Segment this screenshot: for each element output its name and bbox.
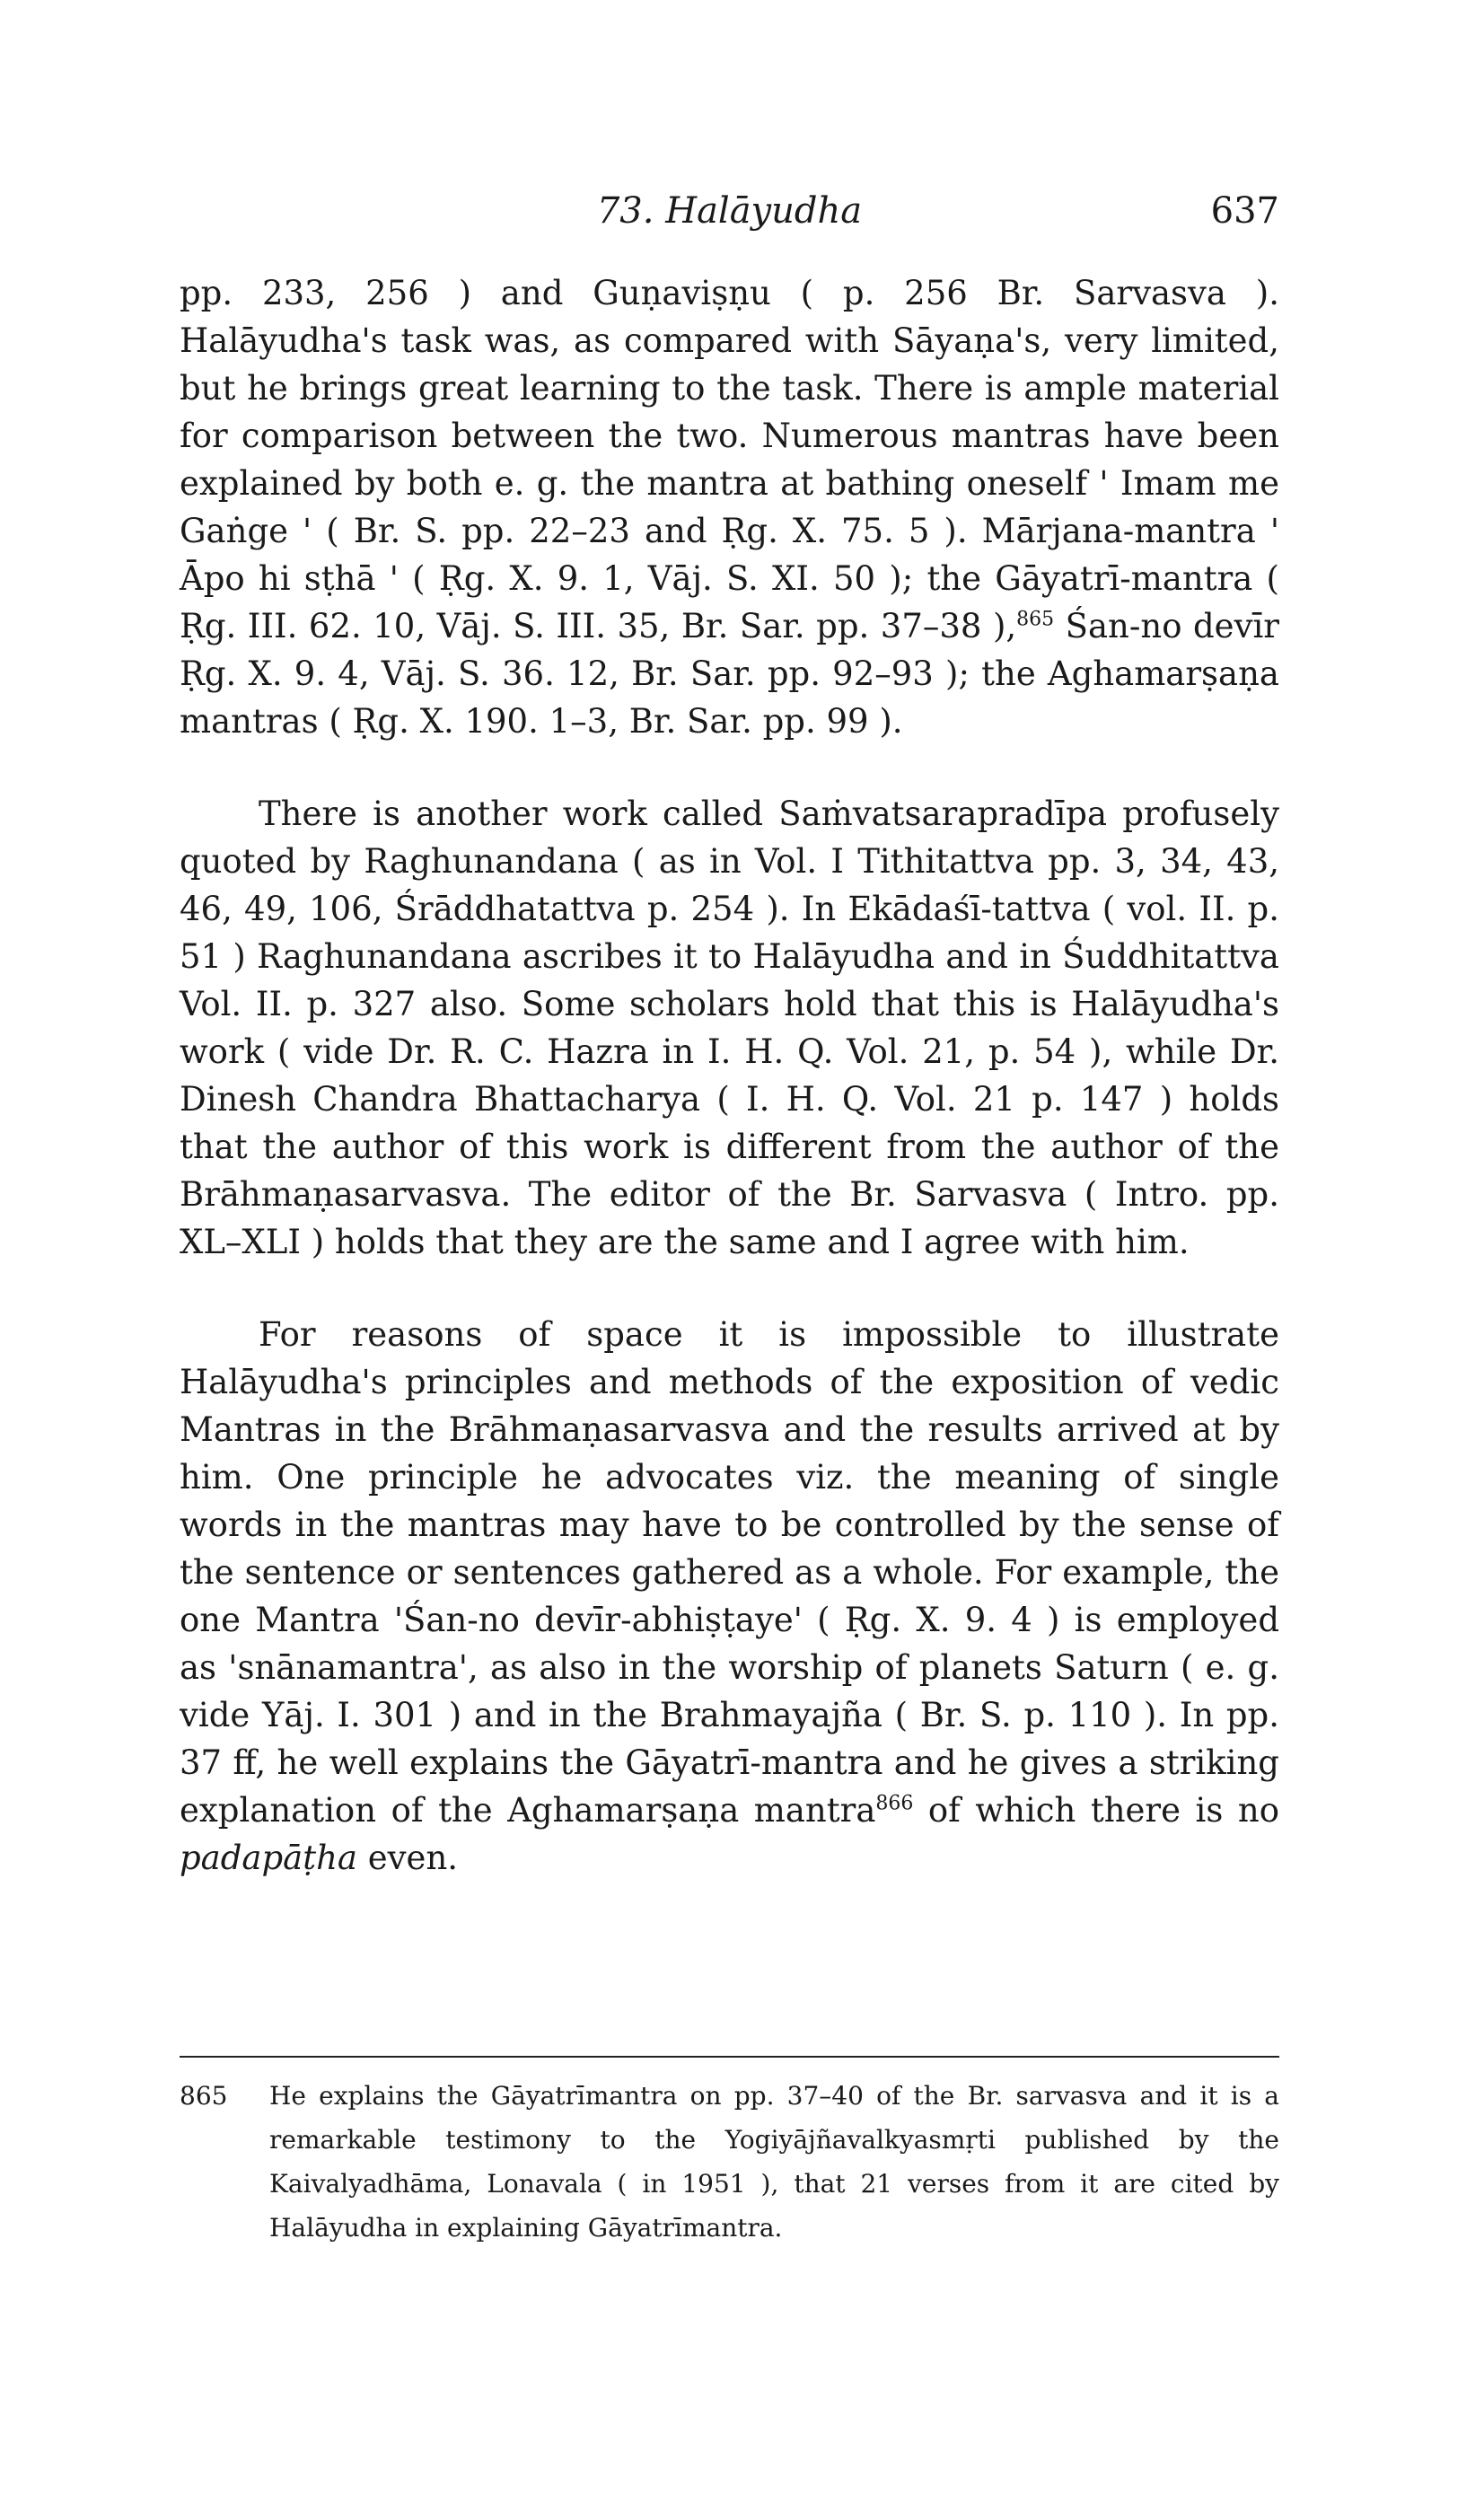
- footnote-ref: 865: [1016, 608, 1055, 631]
- footnote-text: He explains the Gāyatrīmantra on pp. 37–40 of the Br. sarvasva and it is a remarkable testimony to the Yogiyājñavalkyasmṛti published by the Kaivalyadhāma, Lonavala ( in 1951 ), that 21 verses from it are cited by Halāyudha in explaining Gāyatrīmantra.: [269, 2081, 1279, 2243]
- text-run: For reasons of space it is impossible to illustrate Halāyudha's principles and methods of the exposition of vedic Mantras in the Brāhmaṇasarvasva and the results arrived at by him. One principle he advocates viz. the meaning of single words in the mantras may have to be controlled by the sense of the sentence or sentences gathered as a whole. For example, the one Mantra 'Śan-no devīr-abhiṣṭaye' ( Ṛg. X. 9. 4 ) is employed as 'snānamantra', as also in the worship of planets Saturn ( e. g. vide Yāj. I. 301 ) and in the Brahmayajña ( Br. S. p. 110 ). In pp. 37 ff, he well explains the Gāyatrī-mantra and he gives a striking explanation of the Aghamarṣaṇa mantra: [180, 1315, 1279, 1830]
- paragraph: [180, 1311, 1279, 1882]
- paragraph: [180, 269, 1279, 745]
- page-header: [180, 184, 1279, 238]
- paragraph: [180, 790, 1279, 1266]
- footnote-number: 865: [180, 2081, 228, 2111]
- italic-term: padapāṭha: [180, 1839, 357, 1877]
- running-title: 73. Halāyudha: [596, 190, 863, 232]
- text-run: even.: [357, 1839, 459, 1877]
- footnote: [180, 2074, 1279, 2250]
- body-text: [180, 269, 1279, 1882]
- footnote-rule: [180, 2056, 1279, 2058]
- page-number: 637: [1210, 190, 1279, 232]
- footnote-ref: 866: [875, 1792, 914, 1815]
- text-run: Śan-no devīr Ṛg. X. 9. 4, Vāj. S. 36. 12, Br. Sar. pp. 92–93 ); the Aghamarṣaṇa mantras ( Ṛg. X. 190. 1–3, Br. Sar. pp. 99 ).: [180, 607, 1279, 741]
- text-run: pp. 233, 256 ) and Guṇaviṣṇu ( p. 256 Br. Sarvasva ). Halāyudha's task was, as compared with Sāyaṇa's, very limited, but he brings great learning to the task. There is ample material for comparison between the two. Numerous mantras have been explained by both e. g. the mantra at bathing oneself ' Imam me Gaṅge ' ( Br. S. pp. 22–23 and Ṛg. X. 75. 5 ). Mārjana-mantra ' Āpo hi sṭhā ' ( Ṛg. X. 9. 1, Vāj. S. XI. 50 ); the Gāyatrī-mantra ( Ṛg. III. 62. 10, Vāj. S. III. 35, Br. Sar. pp. 37–38 ),: [180, 274, 1279, 645]
- text-run: There is another work called Saṁvatsarapradīpa profusely quoted by Raghunandana ( as in Vol. I Tithitattva pp. 3, 34, 43, 46, 49, 106, Śrāddhatattva p. 254 ). In Ekādaśī-tattva ( vol. II. p. 51 ) Raghunandana ascribes it to Halāyudha and in Śuddhitattva Vol. II. p. 327 also. Some scholars hold that this is Halāyudha's work ( vide Dr. R. C. Hazra in I. H. Q. Vol. 21, p. 54 ), while Dr. Dinesh Chandra Bhattacharya ( I. H. Q. Vol. 21 p. 147 ) holds that the author of this work is different from the author of the Brāhmaṇasarvasva. The editor of the Br. Sarvasva ( Intro. pp. XL–XLI ) holds that they are the same and I agree with him.: [180, 794, 1279, 1261]
- text-run: of which there is no: [913, 1791, 1279, 1830]
